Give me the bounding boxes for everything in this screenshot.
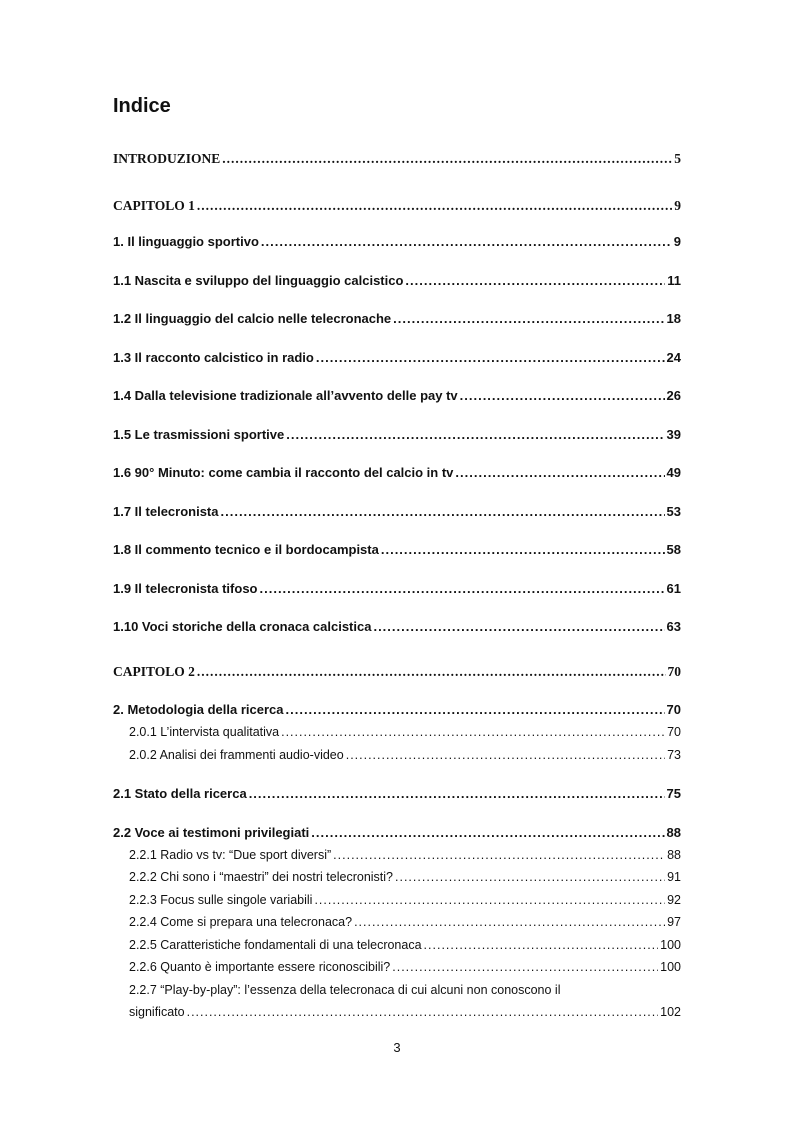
leader-dots bbox=[455, 463, 664, 483]
toc-entry-1-6[interactable] bbox=[113, 463, 681, 483]
toc-entry-2[interactable] bbox=[113, 700, 681, 720]
toc-entry-page: 73 bbox=[667, 748, 681, 762]
toc-entry-1-8[interactable] bbox=[113, 540, 681, 560]
toc-entry-page: 88 bbox=[667, 848, 681, 862]
toc-entry-page: 100 bbox=[660, 938, 681, 952]
toc-entry-1-3[interactable] bbox=[113, 348, 681, 368]
toc-entry-1[interactable] bbox=[113, 232, 681, 252]
leader-dots bbox=[286, 425, 664, 445]
toc-entry-1-10[interactable] bbox=[113, 617, 681, 637]
leader-dots bbox=[333, 845, 665, 865]
toc-entry-label: CAPITOLO 2 bbox=[113, 664, 195, 679]
toc-entry-page: 63 bbox=[666, 619, 681, 634]
toc-entry-label: 2.2.3 Focus sulle singole variabili bbox=[129, 893, 313, 907]
toc-entry-page: 100 bbox=[660, 960, 681, 974]
toc-entry-introduzione[interactable] bbox=[113, 149, 681, 169]
leader-dots bbox=[281, 722, 665, 742]
leader-dots bbox=[373, 617, 664, 637]
toc-entry-page: 9 bbox=[674, 198, 681, 213]
toc-entry-2-2[interactable] bbox=[113, 823, 681, 843]
toc-entry-label: 1.8 Il commento tecnico e il bordocampista bbox=[113, 542, 379, 557]
leader-dots bbox=[393, 309, 664, 329]
toc-entry-page: 91 bbox=[667, 870, 681, 884]
leader-dots bbox=[222, 149, 672, 169]
toc-entry-2-2-7[interactable] bbox=[113, 980, 681, 1000]
toc-entry-page: 26 bbox=[666, 388, 681, 403]
toc-entry-1-4[interactable] bbox=[113, 386, 681, 406]
toc-entry-2-2-5[interactable] bbox=[113, 935, 681, 955]
toc-entry-label: 2. Metodologia della ricerca bbox=[113, 702, 284, 717]
toc-entry-page: 102 bbox=[660, 1005, 681, 1019]
toc-entry-label: CAPITOLO 1 bbox=[113, 198, 195, 213]
leader-dots bbox=[197, 196, 672, 216]
toc-entry-2-2-1[interactable] bbox=[113, 845, 681, 865]
toc-entry-page: 53 bbox=[666, 504, 681, 519]
index-title: Indice bbox=[113, 95, 171, 117]
toc-entry-capitolo-1[interactable] bbox=[113, 196, 681, 216]
toc-entry-page: 24 bbox=[666, 350, 681, 365]
toc-entry-1-5[interactable] bbox=[113, 425, 681, 445]
toc-entry-label: 1.5 Le trasmissioni sportive bbox=[113, 427, 285, 442]
toc-entry-1-9[interactable] bbox=[113, 579, 681, 599]
toc-entry-label: 2.1 Stato della ricerca bbox=[113, 786, 247, 801]
toc-entry-2-0-2[interactable] bbox=[113, 745, 681, 765]
toc-entry-label: 2.0.2 Analisi dei frammenti audio-video bbox=[129, 748, 344, 762]
toc-entry-label: 2.2.6 Quanto è importante essere riconoscibili? bbox=[129, 960, 391, 974]
toc-entry-2-1[interactable] bbox=[113, 784, 681, 804]
toc-entry-2-0-1[interactable] bbox=[113, 722, 681, 742]
toc-entry-page: 49 bbox=[666, 465, 681, 480]
toc-entry-page: 88 bbox=[666, 825, 681, 840]
toc-entry-page: 70 bbox=[666, 702, 681, 717]
toc-entry-label: 1. Il linguaggio sportivo bbox=[113, 234, 259, 249]
toc-entry-label: 2.2.1 Radio vs tv: “Due sport diversi” bbox=[129, 848, 332, 862]
leader-dots bbox=[395, 867, 665, 887]
toc-entry-page: 97 bbox=[667, 915, 681, 929]
toc-entry-1-1[interactable] bbox=[113, 271, 681, 291]
toc-entry-page: 5 bbox=[674, 151, 681, 166]
toc-entry-page: 70 bbox=[667, 725, 681, 739]
toc-entry-label: 1.3 Il racconto calcistico in radio bbox=[113, 350, 314, 365]
leader-dots bbox=[354, 912, 665, 932]
page-number: 3 bbox=[393, 1040, 401, 1055]
toc-entry-page: 18 bbox=[666, 311, 681, 326]
toc-entry-2-2-7-cont[interactable] bbox=[113, 1002, 681, 1022]
leader-dots bbox=[381, 540, 665, 560]
leader-dots bbox=[197, 662, 666, 682]
leader-dots bbox=[314, 890, 665, 910]
leader-dots bbox=[260, 579, 665, 599]
table-of-contents bbox=[113, 0, 681, 1123]
leader-dots bbox=[392, 957, 658, 977]
toc-entry-label: 1.9 Il telecronista tifoso bbox=[113, 581, 258, 596]
leader-dots bbox=[316, 348, 665, 368]
leader-dots bbox=[249, 784, 665, 804]
toc-entry-label: 1.10 Voci storiche della cronaca calcistica bbox=[113, 619, 372, 634]
toc-entry-label: INTRODUZIONE bbox=[113, 151, 221, 166]
toc-entry-page: 39 bbox=[666, 427, 681, 442]
leader-dots bbox=[405, 271, 665, 291]
toc-entry-label: significato bbox=[129, 1005, 185, 1019]
leader-dots bbox=[286, 700, 665, 720]
leader-dots bbox=[311, 823, 664, 843]
toc-entry-page: 92 bbox=[667, 893, 681, 907]
toc-entry-label: 2.0.1 L’intervista qualitativa bbox=[129, 725, 280, 739]
toc-entry-page: 9 bbox=[673, 234, 681, 249]
toc-entry-page: 75 bbox=[666, 786, 681, 801]
toc-entry-2-2-2[interactable] bbox=[113, 867, 681, 887]
toc-entry-label: 2.2.4 Come si prepara una telecronaca? bbox=[129, 915, 353, 929]
toc-entry-2-2-3[interactable] bbox=[113, 890, 681, 910]
leader-dots bbox=[424, 935, 659, 955]
toc-entry-1-2[interactable] bbox=[113, 309, 681, 329]
toc-entry-label: 2.2.7 “Play-by-play”: l’essenza della telecronaca di cui alcuni non conoscono il bbox=[129, 983, 561, 997]
toc-entry-1-7[interactable] bbox=[113, 502, 681, 522]
toc-entry-page: 11 bbox=[667, 273, 681, 288]
toc-entry-label: 1.4 Dalla televisione tradizionale all’avvento delle pay tv bbox=[113, 388, 458, 403]
leader-dots bbox=[460, 386, 665, 406]
leader-dots bbox=[261, 232, 672, 252]
leader-dots bbox=[187, 1002, 659, 1022]
toc-entry-page: 61 bbox=[666, 581, 681, 596]
toc-entry-capitolo-2[interactable] bbox=[113, 662, 681, 682]
toc-entry-page: 58 bbox=[666, 542, 681, 557]
toc-entry-label: 1.2 Il linguaggio del calcio nelle telecronache bbox=[113, 311, 392, 326]
toc-entry-label: 2.2.2 Chi sono i “maestri” dei nostri telecronisti? bbox=[129, 870, 394, 884]
toc-entry-label: 1.6 90° Minuto: come cambia il racconto del calcio in tv bbox=[113, 465, 454, 480]
toc-entry-page: 70 bbox=[667, 664, 681, 679]
toc-entry-label: 1.1 Nascita e sviluppo del linguaggio calcistico bbox=[113, 273, 404, 288]
leader-dots bbox=[221, 502, 665, 522]
leader-dots bbox=[346, 745, 665, 765]
toc-entry-label: 2.2 Voce ai testimoni privilegiati bbox=[113, 825, 310, 840]
toc-entry-label: 1.7 Il telecronista bbox=[113, 504, 219, 519]
toc-entry-2-2-6[interactable] bbox=[113, 957, 681, 977]
toc-entry-label: 2.2.5 Caratteristiche fondamentali di una telecronaca bbox=[129, 938, 422, 952]
toc-entry-2-2-4[interactable] bbox=[113, 912, 681, 932]
